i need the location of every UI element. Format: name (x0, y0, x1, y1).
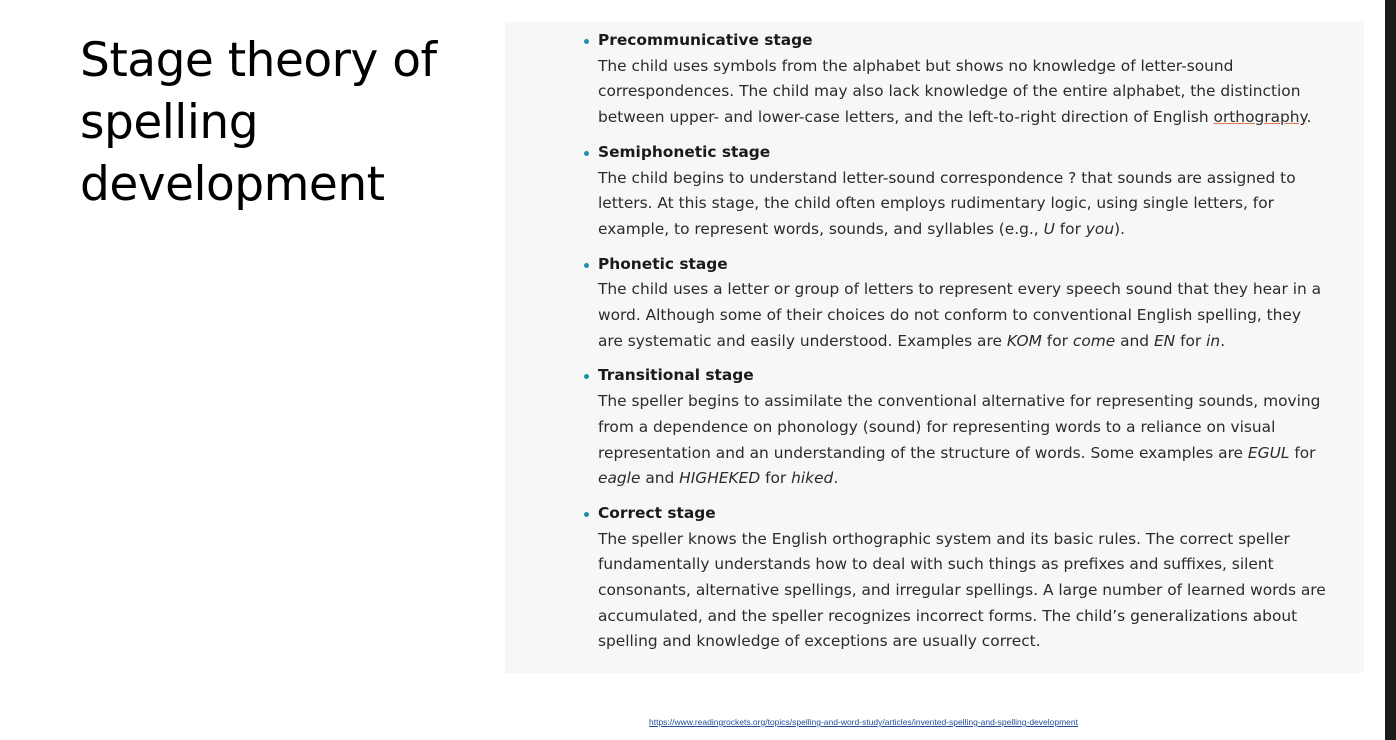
bullet-icon (584, 374, 589, 379)
bullet-icon (584, 151, 589, 156)
source-link[interactable]: https://www.readingrockets.org/topics/spelling-and-word-study/articles/invented-spelling-and-spelling-development (649, 717, 1078, 727)
stage-item-semiphonetic (598, 140, 1328, 243)
bullet-icon (584, 512, 589, 517)
stage-name: Correct stage (598, 503, 716, 522)
slide-title (80, 30, 480, 216)
stage-item-correct (598, 501, 1328, 655)
stage-name: Semiphonetic stage (598, 142, 771, 161)
orthography-link[interactable]: orthography (1213, 108, 1307, 127)
stage-item-transitional (598, 363, 1328, 492)
bullet-icon (584, 39, 589, 44)
bullet-icon (584, 263, 589, 268)
stage-name: Precommunicative stage (598, 31, 813, 49)
stage-description: The child uses a letter or group of letters to represent every speech sound that they hear in a word. Although some of their choices do not conform to conventional English spelling, they are systematic and easily understood. Examples are KOM for come and EN for in. (598, 280, 1322, 350)
stages-panel (505, 22, 1364, 673)
title-line-1: Stage theory of (80, 33, 437, 88)
stage-name: Transitional stage (598, 366, 754, 385)
stage-description: The child uses symbols from the alphabet but shows no knowledge of letter-sound correspondences. The child may also lack knowledge of the entire alphabet, the distinction between upper- and lower-case letters, and the left-to-right direction of English orthography. (598, 56, 1312, 127)
stage-description: The speller begins to assimilate the conventional alternative for representing sounds, moving from a dependence on phonology (sound) for representing words to a reliance on visual representation and an understanding of the structure of words. Some examples are EGUL for eagle and HIGHEKED for hiked. (598, 392, 1321, 488)
stage-name: Phonetic stage (598, 254, 728, 273)
right-edge-bar (1385, 0, 1396, 740)
stage-description: The speller knows the English orthographic system and its basic rules. The correct speller fundamentally understands how to deal with such things as prefixes and suffixes, silent consonants, alternative spellings, and irregular spellings. A large number of learned words are accumulated, and the speller recognizes incorrect forms. The child’s generalizations about spelling and knowledge of exceptions are usually correct. (598, 529, 1326, 651)
title-line-2: spelling (80, 95, 259, 150)
stage-item-phonetic (598, 252, 1328, 355)
stage-item-precommunicative (598, 28, 1328, 131)
stage-list (598, 28, 1328, 664)
title-line-3: development (80, 157, 385, 212)
stage-description: The child begins to understand letter-sound correspondence ? that sounds are assigned to letters. At this stage, the child often employs rudimentary logic, using single letters, for example, to represent words, sounds, and syllables (e.g., U for you). (598, 168, 1296, 238)
